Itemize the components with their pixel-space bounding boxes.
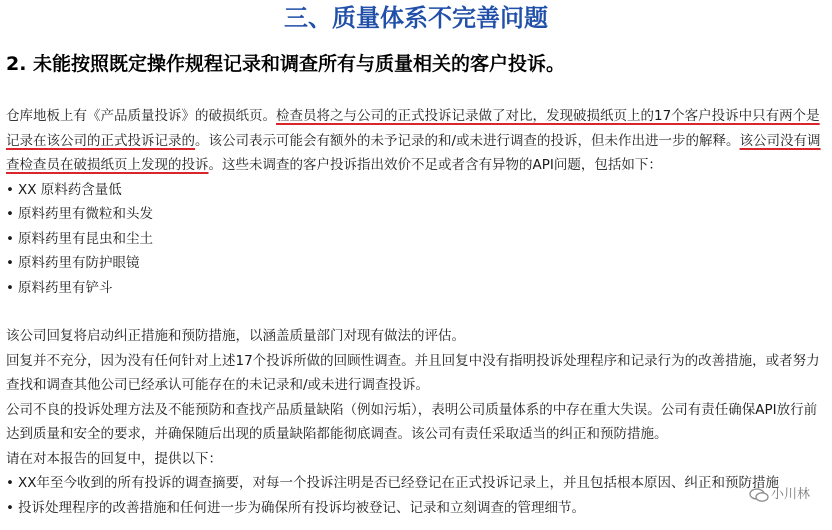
list-item: • 原料药里有防护眼镜 bbox=[6, 251, 828, 276]
text-segment: 。该公司表示可能会有额外的未予记录的和/或未进行调查的投诉，但未作出进一步的解释。 bbox=[195, 132, 740, 149]
list-item: • 原料药里有微粒和头发 bbox=[6, 202, 828, 227]
request-list bbox=[6, 471, 828, 520]
text-segment: 仓库地板上有《产品质量投诉》的破损纸页。 bbox=[6, 108, 276, 124]
paragraph-inadequate: 回复并不充分，因为没有任何针对上述17个投诉所做的回顾性调查。并且回复中没有指明投诉处理程序和记录行为的改善措施，或者努力查找和调查其他公司已经承认可能存在的未记录和/或未进行调查投诉。 bbox=[6, 352, 820, 393]
watermark-text: 小川林 bbox=[770, 487, 810, 502]
text-segment: 。这些未调查的客户投诉指出效价不足或者含有异物的API问题，包括如下： bbox=[208, 157, 662, 173]
watermark bbox=[749, 483, 810, 502]
issue-list bbox=[6, 178, 828, 301]
list-item: • 原料药里有昆虫和尘土 bbox=[6, 227, 828, 252]
page-title: 三、质量体系不完善问题 bbox=[284, 4, 548, 32]
wechat-icon bbox=[749, 488, 769, 502]
underlined-text: 检查员将之与公司的正式投诉记录做了对比，发现破损纸页上的17个客户投诉中只有两个是记录在该公司的正式投诉记录的 bbox=[6, 108, 820, 149]
list-item: • 原料药里有铲斗 bbox=[6, 276, 828, 301]
body-text bbox=[6, 104, 828, 520]
paragraph-findings bbox=[6, 104, 828, 178]
list-item: • XX 原料药含量低 bbox=[6, 178, 828, 203]
spacer bbox=[6, 300, 828, 324]
paragraph-request: 请在对本报告的回复中，提供以下： bbox=[6, 450, 222, 467]
list-item: • 投诉处理程序的改善措施和任何进一步为确保所有投诉均被登记、记录和立刻调查的管理细节。 bbox=[6, 496, 828, 521]
list-item: • XX年至今收到的所有投诉的调查摘要，对每一个投诉注明是否已经登记在正式投诉记录上，并且包括根本原因、纠正和预防措施 bbox=[6, 471, 828, 496]
underlined-text: 该公司没有调查检查员在破损纸页上发现的投诉 bbox=[6, 132, 821, 173]
paragraph-quality-system: 公司不良的投诉处理方法及不能预防和查找产品质量缺陷（例如污垢），表明公司质量体系的中存在重大失误。公司有责任确保API放行前达到质量和安全的要求，并确保随后出现的质量缺陷都能彻底调查。该公司有责任采取适当的纠正和预防措施。 bbox=[6, 401, 818, 442]
paragraph-response: 该公司回复将启动纠正措施和预防措施，以涵盖质量部门对现有做法的评估。 bbox=[6, 328, 465, 344]
section-heading: 2. 未能按照既定操作规程记录和调查所有与质量相关的客户投诉。 bbox=[6, 53, 566, 75]
